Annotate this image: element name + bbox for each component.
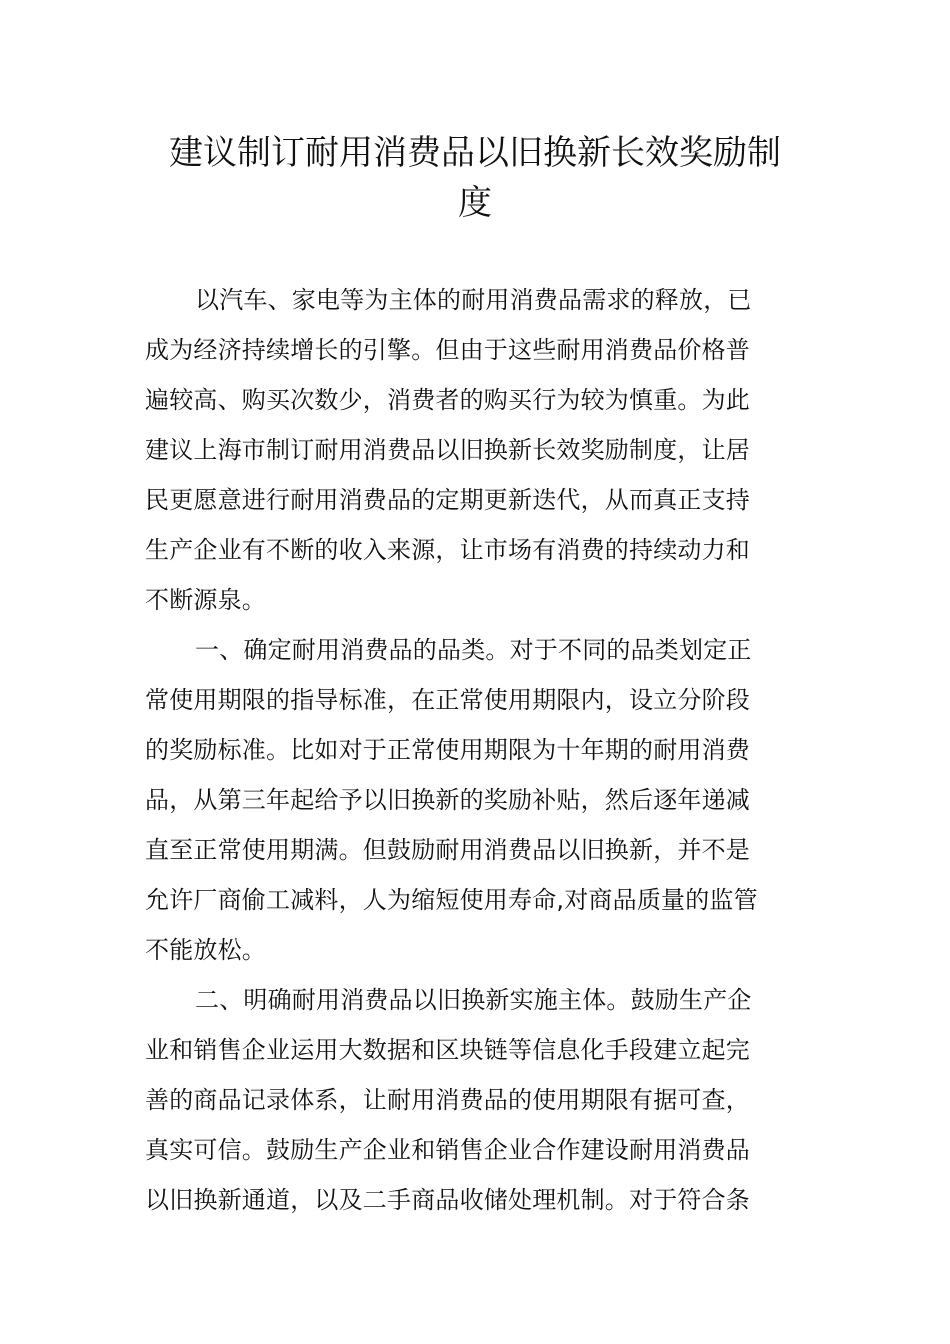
document-body (145, 275, 810, 1225)
title-line: 建议制订耐用消费品以旧换新长效奖励制 (169, 133, 781, 173)
paragraph-2-line: 一、确定耐用消费品的品类。对于不同的品类划定正 (195, 636, 752, 664)
paragraph-1-line: 遍较高、购买次数少，消费者的购买行为较为慎重。为此 (145, 386, 750, 414)
paragraph-3-line: 以旧换新通道，以及二手商品收储处理机制。对于符合条 (145, 1186, 750, 1214)
paragraph-3-line: 真实可信。鼓励生产企业和销售企业合作建设耐用消费品 (145, 1136, 750, 1164)
paragraph-2-line: 直至正常使用期满。但鼓励耐用消费品以旧换新，并不是 (145, 836, 750, 864)
paragraph-1-line: 成为经济持续增长的引擎。但由于这些耐用消费品价格普 (145, 336, 750, 364)
paragraph-1-line: 建议上海市制订耐用消费品以旧换新长效奖励制度，让居 (145, 436, 750, 464)
paragraph-2-line: 的奖励标准。比如对于正常使用期限为十年期的耐用消费 (145, 736, 750, 764)
paragraph-2-line: 允许厂商偷工减料，人为缩短使用寿命,对商品质量的监管 (145, 886, 758, 914)
paragraph-2-line: 品，从第三年起给予以旧换新的奖励补贴，然后逐年递减 (145, 786, 750, 814)
title-line: 度 (458, 183, 492, 223)
paragraph-1-line: 以汽车、家电等为主体的耐用消费品需求的释放，已 (195, 286, 752, 314)
paragraph-2-line: 常使用期限的指导标准，在正常使用期限内，设立分阶段 (145, 686, 750, 714)
paragraph-1-line: 民更愿意进行耐用消费品的定期更新迭代，从而真正支持 (145, 486, 750, 514)
paragraph-1-line: 不断源泉。 (145, 586, 266, 614)
paragraph-1-line: 生产企业有不断的收入来源，让市场有消费的持续动力和 (145, 536, 750, 564)
paragraph-3-line: 二、明确耐用消费品以旧换新实施主体。鼓励生产企 (195, 986, 752, 1014)
paragraph-2-line: 不能放松。 (145, 936, 266, 964)
document-title (145, 128, 805, 228)
paragraph-3-line: 业和销售企业运用大数据和区块链等信息化手段建立起完 (145, 1036, 750, 1064)
paragraph-3-line: 善的商品记录体系，让耐用消费品的使用期限有据可查， (145, 1086, 750, 1114)
